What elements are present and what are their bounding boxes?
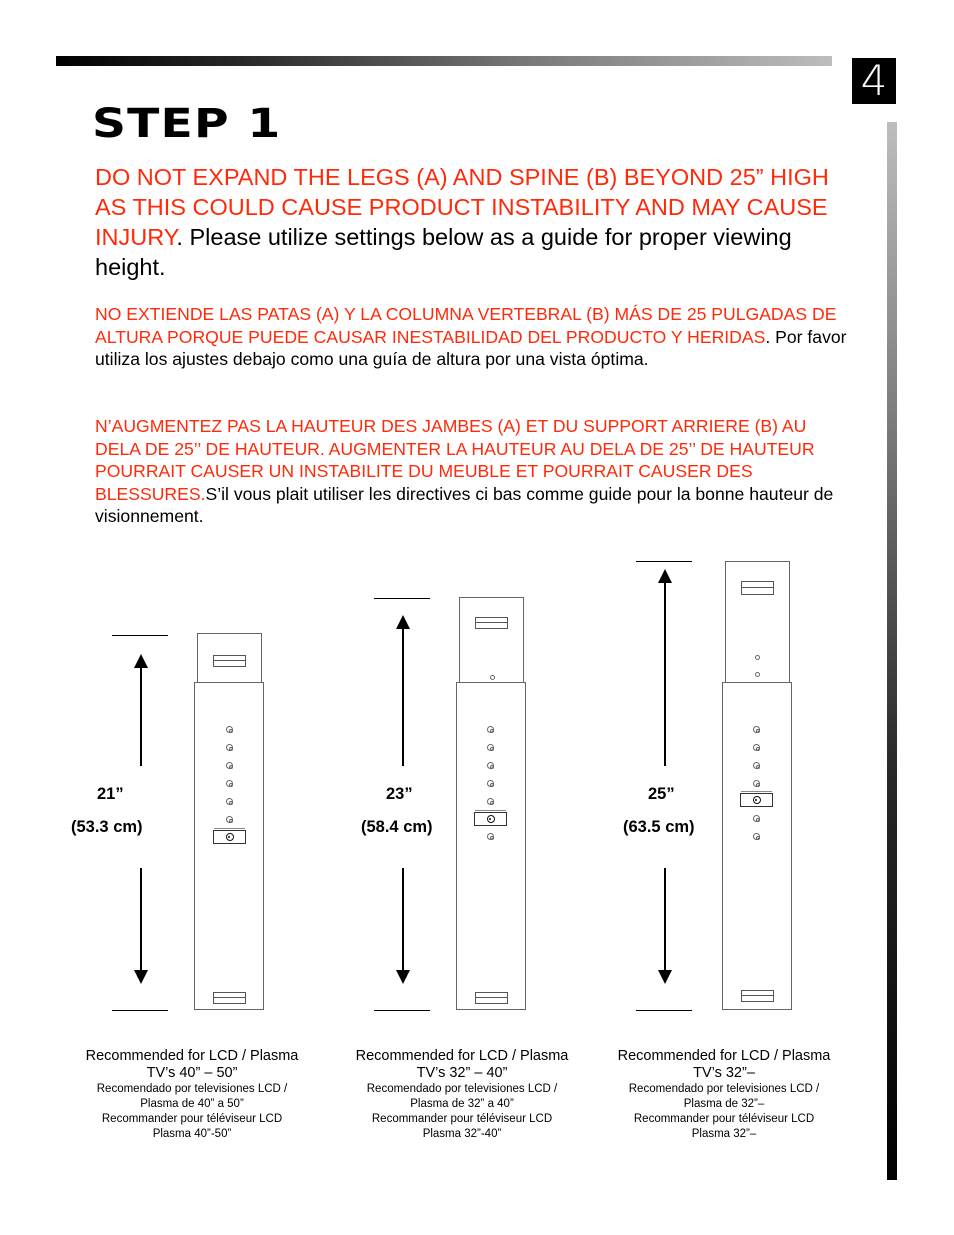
adjustment-hole-icon bbox=[226, 726, 233, 733]
english-instructions bbox=[95, 162, 855, 282]
height-inches: 21” bbox=[97, 785, 124, 803]
height-inches: 23” bbox=[386, 785, 413, 803]
adjustment-hole-icon bbox=[753, 815, 760, 822]
recommendation-caption: Recommended for LCD / Plasma TV’s 40” – 50” Recomendado por televisiones LCD / Plasma de 40” a 50” Recommander pour téléviseur LCD Plasma 40”-50” bbox=[85, 1048, 299, 1140]
height-centimeters: (58.4 cm) bbox=[361, 818, 433, 836]
adjustment-hole-icon bbox=[226, 798, 233, 805]
spanish-note: . Por favor utiliza los ajustes debajo como una guía de altura por una vista óptima. bbox=[95, 326, 847, 369]
height-centimeters: (63.5 cm) bbox=[623, 818, 695, 836]
arrow-shaft bbox=[140, 868, 142, 972]
arrow-shaft bbox=[664, 581, 666, 766]
dimension-top-line bbox=[112, 635, 168, 636]
arrow-shaft bbox=[402, 627, 404, 766]
recommendation-caption: Recommended for LCD / Plasma TV’s 32”– Recomendado por televisiones LCD / Plasma de 32”– Recommander pour téléviseur LCD Plasma 32”– bbox=[617, 1048, 831, 1140]
dimension-bottom-line bbox=[636, 1010, 692, 1011]
step-title: STEP 1 bbox=[92, 101, 282, 147]
base-slot bbox=[475, 992, 508, 1004]
spine-slot bbox=[475, 617, 508, 629]
arrow-shaft bbox=[140, 666, 142, 766]
adjustment-hole-icon bbox=[490, 675, 495, 680]
spine-slot bbox=[741, 581, 774, 595]
spine-upper-section bbox=[725, 561, 790, 683]
page-number: 4 bbox=[852, 58, 896, 104]
adjustment-hole-icon bbox=[755, 655, 760, 660]
locking-pin-icon bbox=[740, 793, 773, 807]
spine-slot bbox=[213, 655, 246, 667]
spanish-instructions bbox=[95, 303, 855, 371]
adjustment-hole-icon bbox=[753, 744, 760, 751]
arrow-down-icon bbox=[658, 970, 672, 984]
english-warning: DO NOT EXPAND THE LEGS (A) AND SPINE (B) BEYOND 25” HIGH AS THIS COULD CAUSE PRODUCT INSTABILITY AND MAY CAUSE INJURY bbox=[95, 164, 829, 250]
adjustment-hole-icon bbox=[753, 833, 760, 840]
recommendation-caption: Recommended for LCD / Plasma TV’s 32” – 40” Recomendado por televisiones LCD / Plasma de 32” a 40” Recommander pour téléviseur LCD Plasma 32”-40” bbox=[355, 1048, 569, 1140]
adjustment-hole-icon bbox=[753, 726, 760, 733]
base-slot bbox=[741, 990, 774, 1002]
adjustment-hole-icon bbox=[755, 672, 760, 677]
spanish-warning: NO EXTIENDE LAS PATAS (A) Y LA COLUMNA VERTEBRAL (B) MÁS DE 25 PULGADAS DE ALTURA PORQUE PUEDE CAUSAR INESTABILIDAD DEL PRODUCTO Y HERIDAS bbox=[95, 304, 837, 347]
arrow-shaft bbox=[402, 868, 404, 972]
height-centimeters: (53.3 cm) bbox=[71, 818, 143, 836]
adjustment-hole-icon bbox=[487, 798, 494, 805]
adjustment-hole-icon bbox=[487, 762, 494, 769]
locking-pin-icon bbox=[213, 830, 246, 844]
arrow-shaft bbox=[664, 868, 666, 972]
locking-pin-icon bbox=[474, 812, 507, 826]
dimension-bottom-line bbox=[374, 1010, 430, 1011]
adjustment-hole-icon bbox=[753, 762, 760, 769]
french-warning: N’AUGMENTEZ PAS LA HAUTEUR DES JAMBES (A) ET DU SUPPORT ARRIERE (B) AU DELA DE 25’’ DE HAUTEUR. AUGMENTER LA HAUTEUR AU DELA DE 25’’ DE HAUTEUR POURRAIT CAUSER UN INSTABILITE DU MEUBLE ET POURRAIT CAUSER DES BLESSURES. bbox=[95, 416, 815, 504]
english-note: . Please utilize settings below as a guide for proper viewing height. bbox=[95, 224, 792, 280]
side-gradient-bar bbox=[887, 122, 897, 1180]
adjustment-hole-icon bbox=[753, 780, 760, 787]
adjustment-hole-icon bbox=[226, 780, 233, 787]
adjustment-hole-icon bbox=[226, 744, 233, 751]
dimension-bottom-line bbox=[112, 1010, 168, 1011]
adjustment-hole-icon bbox=[487, 833, 494, 840]
adjustment-hole-icon bbox=[226, 816, 233, 823]
adjustment-hole-icon bbox=[487, 726, 494, 733]
spine-upper-section bbox=[459, 597, 524, 683]
dimension-top-line bbox=[374, 598, 430, 599]
height-inches: 25” bbox=[648, 785, 675, 803]
base-slot bbox=[213, 992, 246, 1004]
adjustment-hole-icon bbox=[226, 762, 233, 769]
french-instructions bbox=[95, 415, 855, 528]
arrow-down-icon bbox=[396, 970, 410, 984]
french-note: S’il vous plait utiliser les directives ci bas comme guide pour la bonne hauteur de visionnement. bbox=[95, 483, 834, 526]
arrow-down-icon bbox=[134, 970, 148, 984]
dimension-top-line bbox=[636, 561, 692, 562]
adjustment-hole-icon bbox=[487, 780, 494, 787]
adjustment-hole-icon bbox=[487, 744, 494, 751]
header-gradient-bar bbox=[56, 56, 832, 66]
